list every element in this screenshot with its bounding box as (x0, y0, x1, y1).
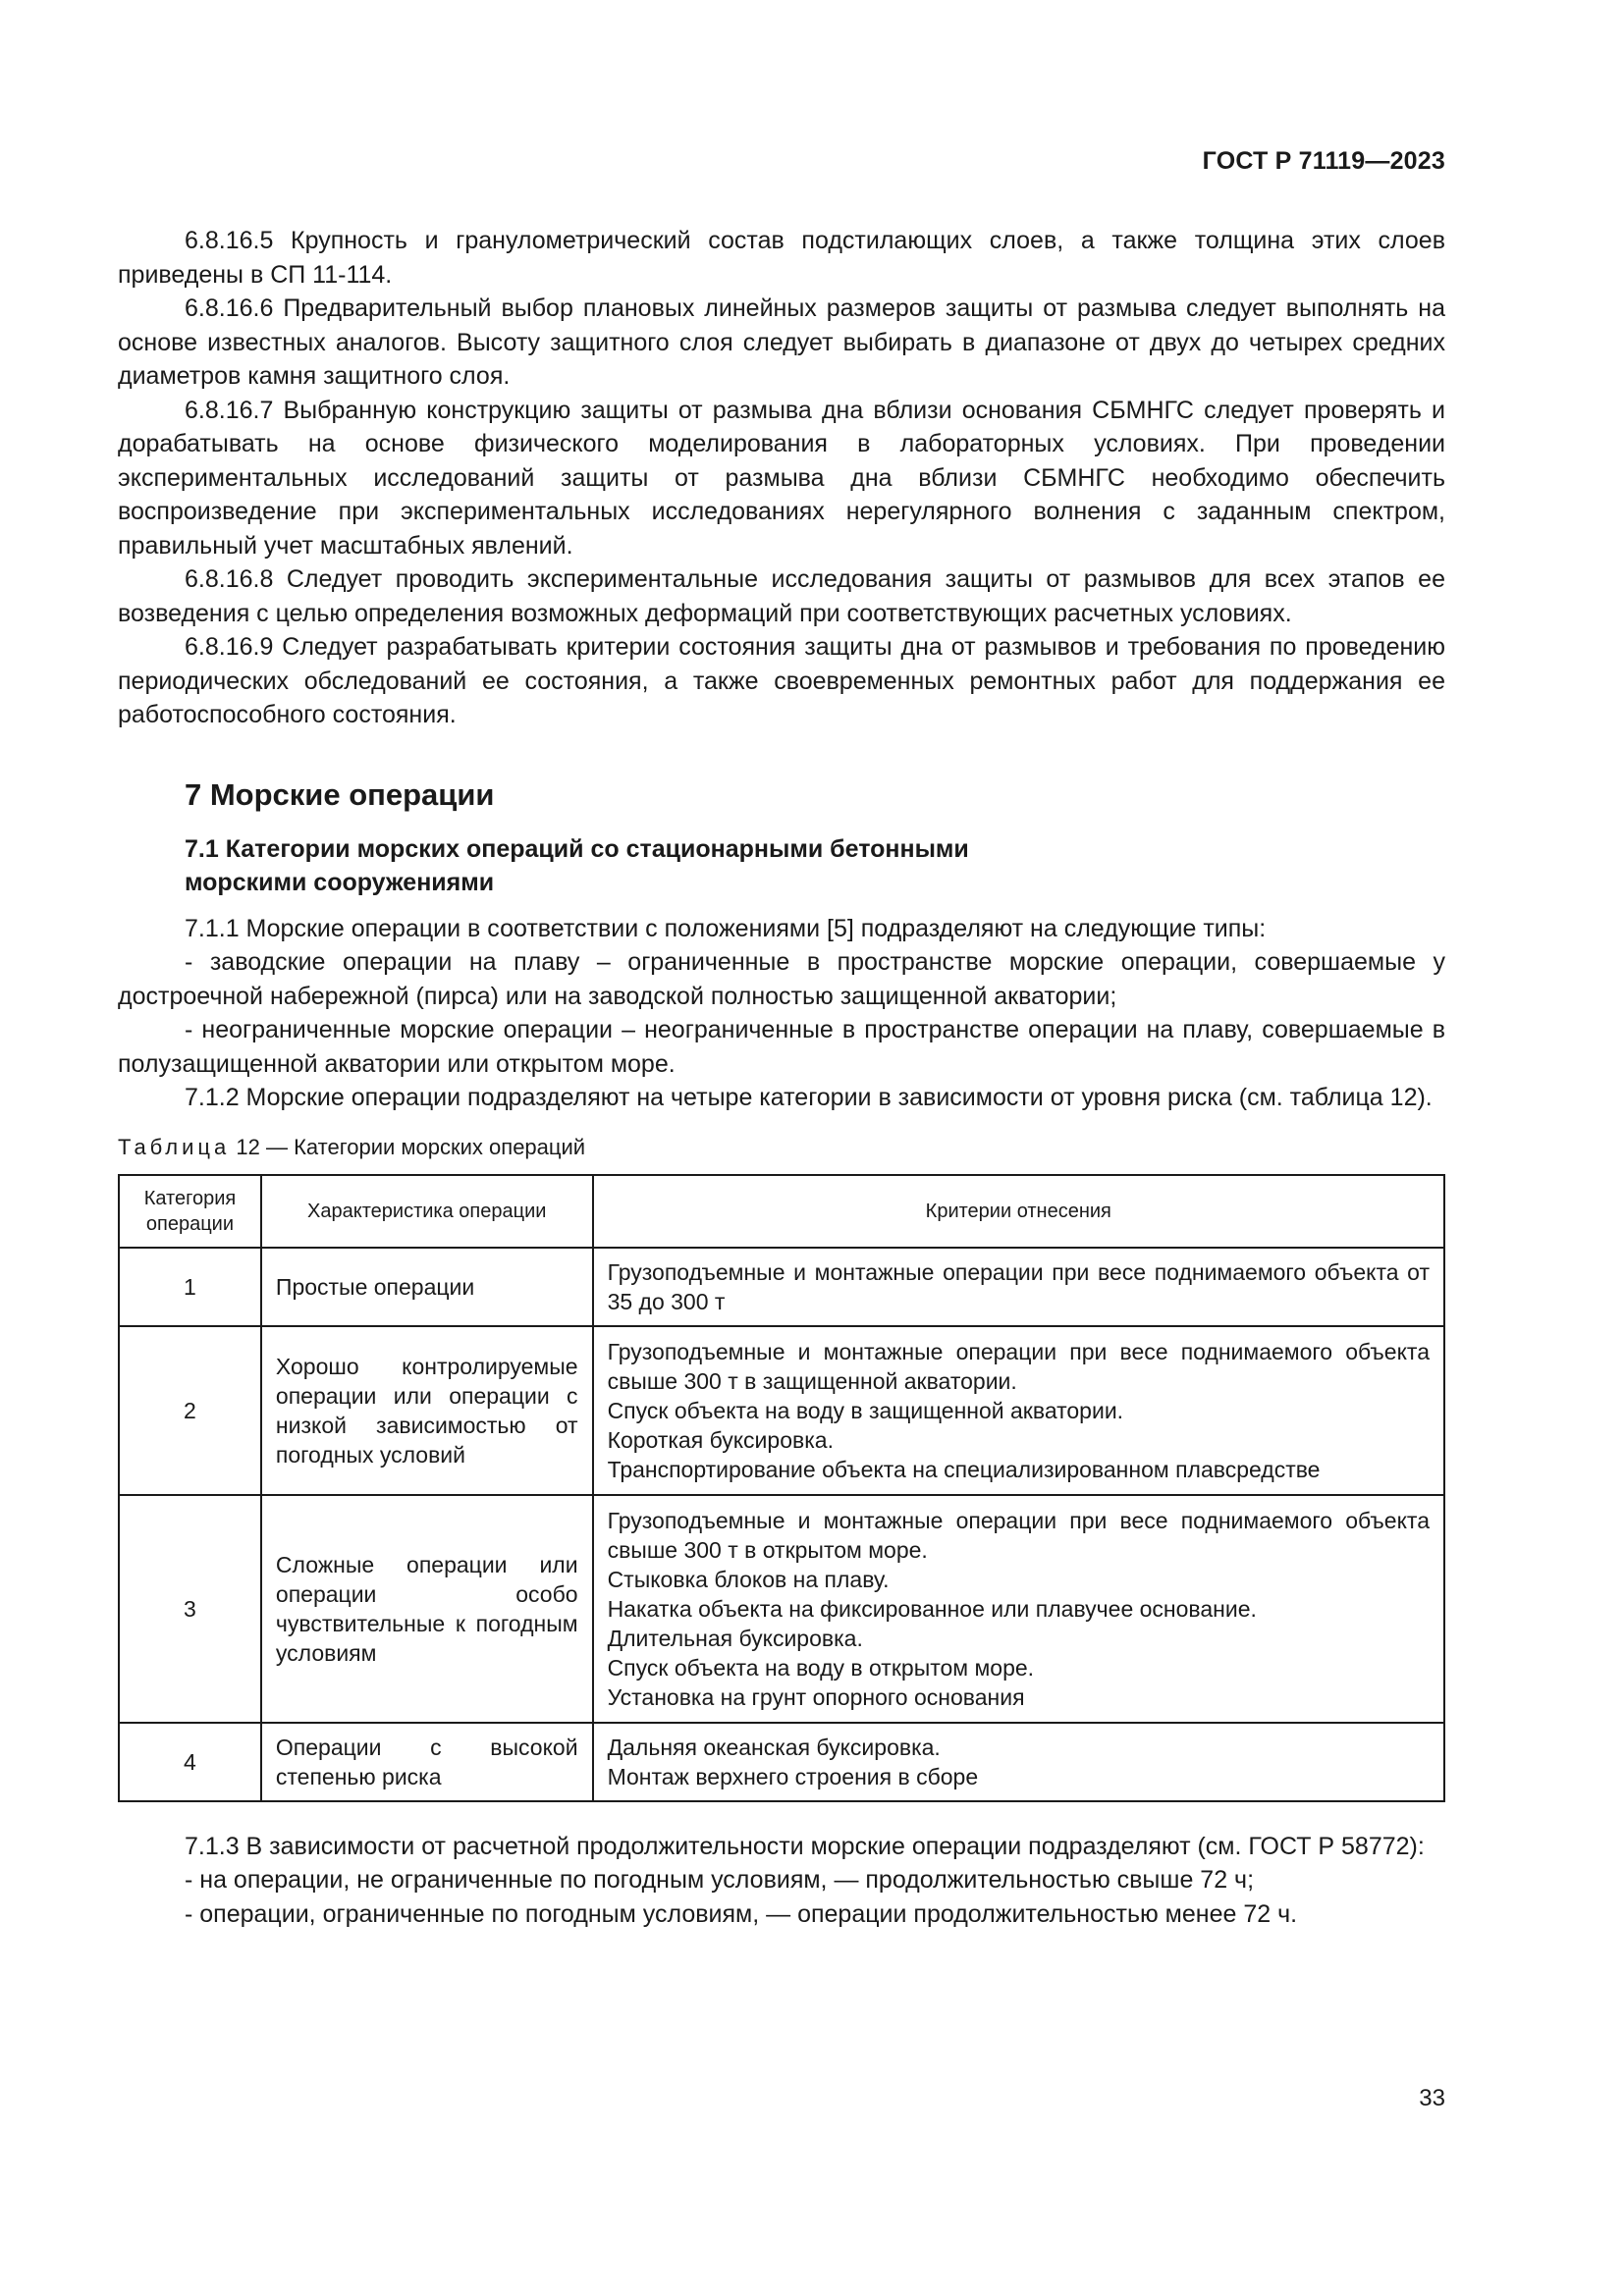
criteria-line: Монтаж верхнего строения в сборе (607, 1763, 979, 1789)
criteria-line: Длительная буксировка. (607, 1625, 863, 1651)
header-criteria: Критерии отнесения (593, 1175, 1444, 1248)
table-header-row (119, 1175, 1444, 1248)
document-code-header: ГОСТ Р 71119—2023 (1202, 147, 1445, 175)
criteria-line: Спуск объекта на воду в открытом море. (607, 1654, 1035, 1681)
subsection-7-1-title-line1: 7.1 Категории морских операций со стационарными бетонными (185, 834, 969, 863)
paragraph-7-1-3: 7.1.3 В зависимости от расчетной продолжительности морские операции подразделяют (см. ГОСТ Р 58772): (185, 1832, 1425, 1860)
page-number: 33 (1419, 2085, 1445, 2111)
row-1-category: 1 (119, 1248, 261, 1326)
criteria-line: Дальняя океанская буксировка. (607, 1734, 941, 1760)
bullet-factory-operations: - заводские операции на плаву – ограниченные в пространстве морские операции, совершаемые у достроечной набережной (пирса) или на заводской полностью защищенной акватории; (118, 948, 1445, 1010)
subsection-7-1-title-line2: морскими сооружениями (185, 869, 495, 896)
bullet-weather-unrestricted: - на операции, не ограниченные по погодным условиям, — продолжительностью свыше 72 ч; (185, 1866, 1255, 1894)
row-1-characteristic: Простые операции (261, 1248, 593, 1326)
criteria-line: Грузоподъемные и монтажные операции при весе поднимаемого объекта свыше 300 т в открытом море. (607, 1507, 1430, 1563)
row-2-category: 2 (119, 1326, 261, 1495)
table-caption-word: Таблица (118, 1134, 231, 1159)
table-row (119, 1495, 1444, 1723)
criteria-line: Накатка объекта на фиксированное или плавучее основание. (607, 1595, 1257, 1622)
paragraph-6-8-16-9: 6.8.16.9 Следует разрабатывать критерии состояния защиты дна от размывов и требования по проведению периодических обследований ее состояния, а также своевременных ремонтных работ для поддержания ее работоспособного состояния. (118, 633, 1445, 728)
table-row (119, 1723, 1444, 1801)
criteria-line: Стыковка блоков на плаву. (607, 1566, 890, 1592)
table-caption-title: 12 — Категории морских операций (236, 1134, 586, 1159)
paragraph-6-8-16-7: 6.8.16.7 Выбранную конструкцию защиты от размыва дна вблизи основания СБМНГС следует проверять и дорабатывать на основе физического моделирования в лабораторных условиях. При проведении экспериментальных исследований защиты от размыва дна вблизи СБМНГС необходимо обеспечить воспроизведение при экспериментальных исследованиях нерегулярного волнения с заданным спектром, правильный учет масштабных явлений. (118, 396, 1445, 560)
paragraph-6-8-16-8: 6.8.16.8 Следует проводить экспериментальные исследования защиты от размывов для всех этапов ее возведения с целью определения возможных деформаций при соответствующих расчетных условиях. (118, 565, 1445, 627)
paragraph-7-1-2: 7.1.2 Морские операции подразделяют на четыре категории в зависимости от уровня риска (см. таблица 12). (185, 1084, 1433, 1111)
criteria-line: Короткая буксировка. (607, 1426, 834, 1453)
table-row (119, 1248, 1444, 1326)
page-body (118, 224, 1445, 1931)
paragraph-6-8-16-6: 6.8.16.6 Предварительный выбор плановых линейных размеров защиты от размыва следует выполнять на основе известных аналогов. Высоту защитного слоя следует выбирать в диапазоне от двух до четырех средних диаметров камня защитного слоя. (118, 294, 1445, 390)
row-3-characteristic: Сложные операции или операции особо чувствительные к погодным условиям (261, 1495, 593, 1723)
row-4-characteristic: Операции с высокой степенью риска (261, 1723, 593, 1801)
row-4-category: 4 (119, 1723, 261, 1801)
subsection-7-1-title (118, 832, 1445, 900)
criteria-line: Грузоподъемные и монтажные операции при весе поднимаемого объекта от 35 до 300 т (607, 1258, 1430, 1314)
row-1-criteria (593, 1248, 1444, 1326)
criteria-line: Грузоподъемные и монтажные операции при весе поднимаемого объекта свыше 300 т в защищенной акватории. (607, 1338, 1430, 1394)
criteria-line: Спуск объекта на воду в защищенной акватории. (607, 1397, 1124, 1423)
row-4-criteria (593, 1723, 1444, 1801)
row-2-characteristic: Хорошо контролируемые операции или операции с низкой зависимостью от погодных условий (261, 1326, 593, 1495)
bullet-unrestricted-operations: - неограниченные морские операции – неограниченные в пространстве операции на плаву, совершаемые в полузащищенной акватории или открытом море. (118, 1016, 1445, 1078)
paragraph-6-8-16-5: 6.8.16.5 Крупность и гранулометрический состав подстилающих слоев, а также толщина этих слоев приведены в СП 11-114. (118, 227, 1445, 289)
row-3-criteria (593, 1495, 1444, 1723)
section-7-title: 7 Морские операции (185, 776, 495, 812)
header-characteristic: Характеристика операции (261, 1175, 593, 1248)
criteria-line: Транспортирование объекта на специализированном плавсредстве (607, 1456, 1321, 1482)
criteria-line: Установка на грунт опорного основания (607, 1683, 1025, 1710)
row-2-criteria (593, 1326, 1444, 1495)
row-3-category: 3 (119, 1495, 261, 1723)
table-caption (118, 1133, 1445, 1162)
bullet-weather-restricted: - операции, ограниченные по погодным условиям, — операции продолжительностью менее 72 ч. (185, 1899, 1298, 1928)
marine-operations-table (118, 1174, 1445, 1802)
header-category: Категория операции (119, 1175, 261, 1248)
table-row (119, 1326, 1444, 1495)
paragraph-7-1-1: 7.1.1 Морские операции в соответствии с положениями [5] подразделяют на следующие типы: (185, 914, 1267, 942)
